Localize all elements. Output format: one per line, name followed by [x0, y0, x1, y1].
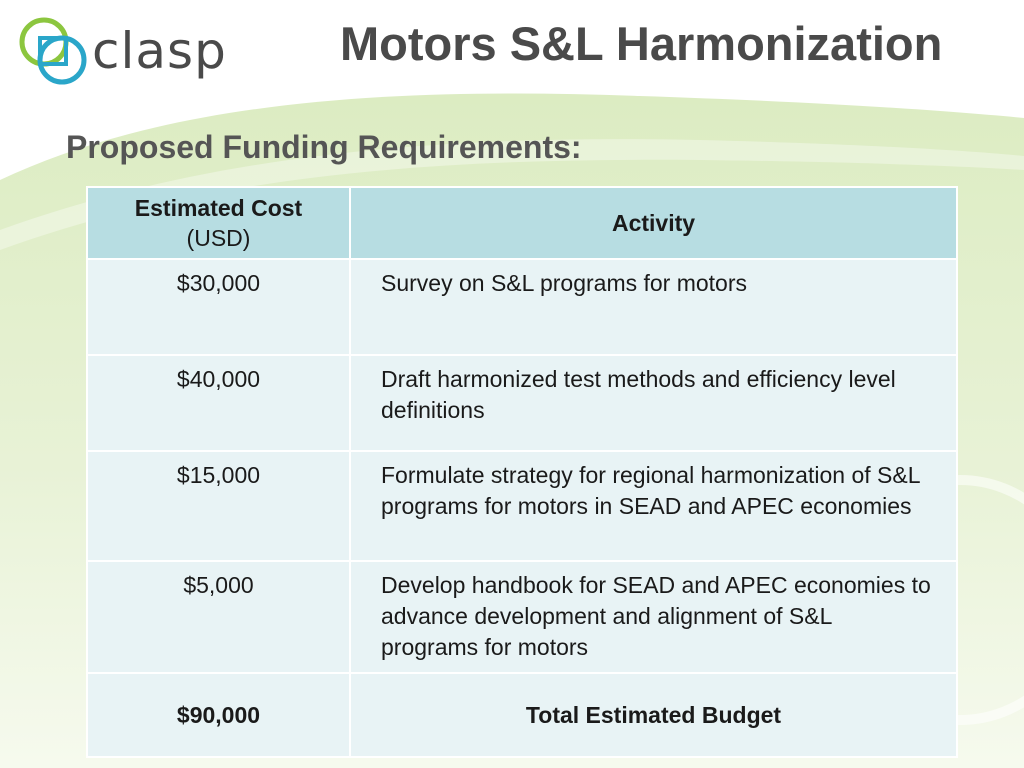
column-header-activity: Activity: [350, 187, 957, 259]
logo-wordmark: clasp: [92, 22, 227, 80]
table-row: [87, 561, 957, 673]
column-header-cost-unit: (USD): [186, 225, 251, 251]
activity-cell: Develop handbook for SEAD and APEC economies to advance development and alignment of S&L programs for motors: [350, 561, 957, 673]
column-header-cost: [87, 187, 350, 259]
cost-cell: $30,000: [87, 259, 350, 355]
table-row: [87, 259, 957, 355]
total-row: [87, 673, 957, 757]
clasp-logo-icon: [16, 14, 96, 86]
activity-cell: Survey on S&L programs for motors: [350, 259, 957, 355]
table-row: [87, 451, 957, 561]
activity-cell: Draft harmonized test methods and efficiency level definitions: [350, 355, 957, 451]
slide-title: Motors S&L Harmonization: [340, 17, 943, 70]
section-heading: Proposed Funding Requirements:: [66, 129, 582, 165]
clasp-logo: [16, 14, 227, 86]
cost-cell: $15,000: [87, 451, 350, 561]
column-header-cost-label: Estimated Cost: [134, 195, 303, 221]
table-row: [87, 355, 957, 451]
total-cost-cell: $90,000: [87, 673, 350, 757]
cost-cell: $40,000: [87, 355, 350, 451]
activity-cell: Formulate strategy for regional harmonization of S&L programs for motors in SEAD and APEC economies: [350, 451, 957, 561]
total-label-cell: Total Estimated Budget: [350, 673, 957, 757]
table-header-row: [87, 187, 957, 259]
funding-table: [86, 186, 958, 758]
cost-cell: $5,000: [87, 561, 350, 673]
